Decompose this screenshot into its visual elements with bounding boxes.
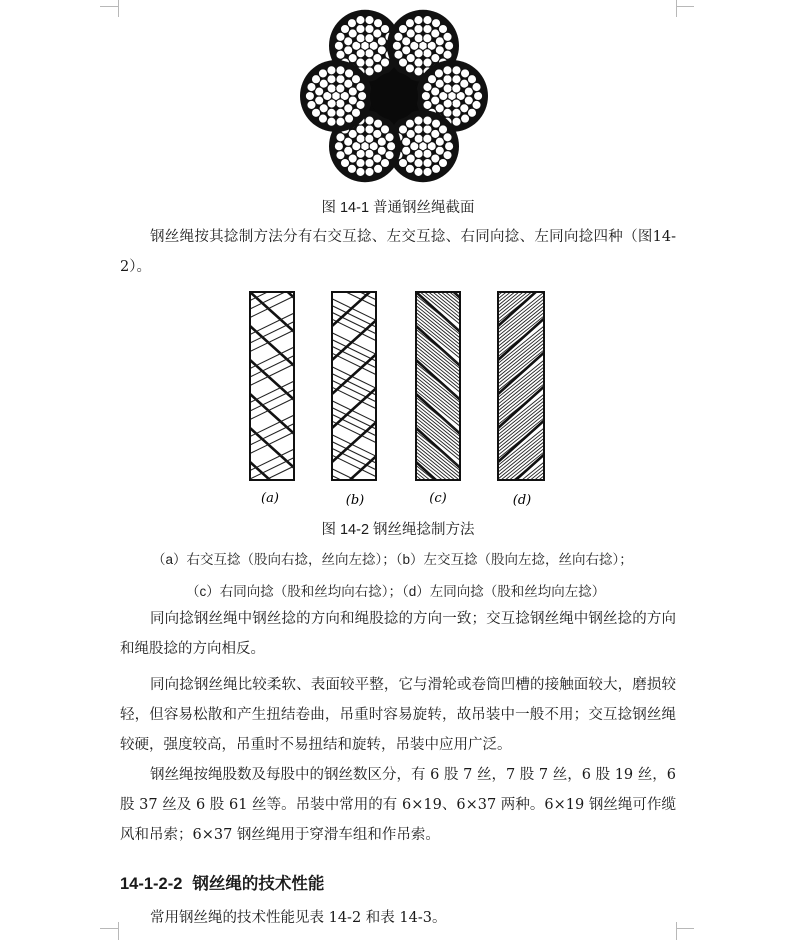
rope-lay-illustration: [250, 286, 294, 512]
page-corner-mark: [676, 0, 695, 17]
wire: [356, 24, 365, 33]
wire: [452, 117, 461, 126]
wire-line: [416, 286, 460, 290]
rope-lay-methods-figure: [240, 286, 560, 512]
paragraph-strand-count: 钢丝绳按绳股数及每股中的钢丝数区分，有 6 股 7 丝，7 股 7 丝，6 股 19 丝，6 股 37 丝及 6 股 61 丝等。吊装中常用的有 6×19、6×37 两种。6×19 钢丝绳可作缆风和吊索；6×37 钢丝绳用于穿滑车组和作吊索。: [120, 760, 676, 850]
wire: [387, 142, 396, 151]
wire: [423, 58, 432, 67]
wire: [421, 91, 430, 100]
paragraph-lay-direction: 同向捻钢丝绳中钢丝捻的方向和绳股捻的方向一致；交互捻钢丝绳中钢丝捻的方向和绳股捻的方向相反。: [120, 604, 676, 664]
wire: [358, 91, 367, 100]
page-corner-mark: [676, 928, 694, 929]
page-corner-mark: [676, 922, 695, 940]
wire: [347, 19, 356, 28]
wire: [423, 15, 432, 24]
wire: [423, 116, 432, 125]
figure-label-c: (c): [429, 491, 446, 506]
wire: [365, 167, 374, 176]
wire: [336, 117, 345, 126]
wire: [307, 100, 316, 109]
wire: [423, 158, 432, 167]
wire: [445, 142, 454, 151]
wire: [423, 167, 432, 176]
page-corner-mark: [100, 928, 118, 929]
rope-strand: [300, 60, 372, 132]
wire: [336, 151, 345, 160]
wire: [356, 15, 365, 24]
wire: [443, 66, 452, 75]
wire: [445, 41, 454, 50]
wire-line: [498, 510, 544, 512]
wire: [334, 142, 343, 151]
page-corner-mark: [100, 6, 118, 7]
figure-2-note-line-2: （c）右同向捻（股和丝均向右捻）；（d）左同向捻（股和丝均向左捻）: [186, 580, 605, 600]
wire: [365, 116, 374, 125]
wire: [414, 116, 423, 125]
wire: [392, 41, 401, 50]
wire: [431, 164, 440, 173]
wire: [423, 100, 432, 109]
wire-line: [332, 510, 376, 512]
wire: [356, 125, 365, 134]
wire: [443, 75, 452, 84]
wire: [373, 64, 382, 73]
wire: [443, 32, 452, 41]
wire: [394, 50, 403, 59]
wire: [365, 158, 374, 167]
wire: [460, 114, 469, 123]
wire: [334, 41, 343, 50]
wire: [414, 24, 423, 33]
wire: [414, 67, 423, 76]
rope-lay-illustration: [498, 286, 544, 512]
wire: [336, 50, 345, 59]
paragraph-lay-types: 钢丝绳按其捻制方法分有右交互捻、左交互捻、右同向捻、左同向捻四种（图14-2）。: [120, 222, 676, 282]
wire: [405, 119, 414, 128]
wire: [472, 82, 481, 91]
wire: [414, 125, 423, 134]
page-corner-mark: [100, 0, 119, 17]
wire: [327, 66, 336, 75]
page-corner-mark: [676, 6, 694, 7]
figure-label-a: (a): [261, 491, 279, 506]
figure-2-caption: 图 14-2 钢丝绳捻制方法: [120, 518, 676, 539]
paragraph-table-reference: 常用钢丝绳的技术性能见表 14-2 和表 14-3。: [120, 903, 676, 933]
wire: [443, 133, 452, 142]
wire: [365, 15, 374, 24]
wire: [336, 108, 345, 117]
rope-lay-illustration: [332, 286, 376, 512]
wire: [365, 58, 374, 67]
wire: [318, 69, 327, 78]
wire-line: [416, 286, 460, 287]
wire: [474, 91, 483, 100]
wire: [405, 19, 414, 28]
wire: [327, 117, 336, 126]
wire: [356, 82, 365, 91]
wire: [434, 69, 443, 78]
wire: [373, 164, 382, 173]
wire: [385, 133, 394, 142]
rope-core-center: [370, 72, 418, 120]
figure-label-b: (b): [346, 493, 364, 508]
page-corner-mark: [100, 922, 119, 940]
figure-label-d: (d): [513, 493, 531, 508]
wire-line: [498, 286, 544, 289]
wire: [305, 91, 314, 100]
wire: [414, 15, 423, 24]
wire: [336, 66, 345, 75]
wire: [356, 167, 365, 176]
section-number: 14-1-2-2: [120, 875, 182, 893]
section-heading: [120, 870, 324, 894]
wire: [452, 108, 461, 117]
wire: [414, 167, 423, 176]
wire: [365, 67, 374, 76]
figure-2-note-line-1: （a）右交互捻（股向右捻，丝向左捻）；（b）左交互捻（股向左捻，丝向右捻）；: [152, 548, 633, 568]
paragraph-lay-properties: 同向捻钢丝绳比较柔软、表面较平整，它与滑轮或卷筒凹槽的接触面较大，磨损较轻，但容易松散和产生扭结卷曲，吊重时容易旋转，故吊装中一般不用；交互捻钢丝绳较硬，强度较高，吊重时不易扭结和旋转，吊装中应用广泛。: [120, 670, 676, 760]
rope-lay-illustration: [416, 286, 460, 512]
wire-rope-cross-section-figure: [292, 4, 500, 190]
wire: [344, 114, 353, 123]
section-title: 钢丝绳的技术性能: [192, 875, 324, 893]
wire: [452, 66, 461, 75]
wire-line: [416, 510, 460, 512]
wire-line: [416, 506, 460, 512]
wire: [327, 75, 336, 84]
figure-1-caption: 图 14-1 普通钢丝绳截面: [120, 196, 676, 217]
